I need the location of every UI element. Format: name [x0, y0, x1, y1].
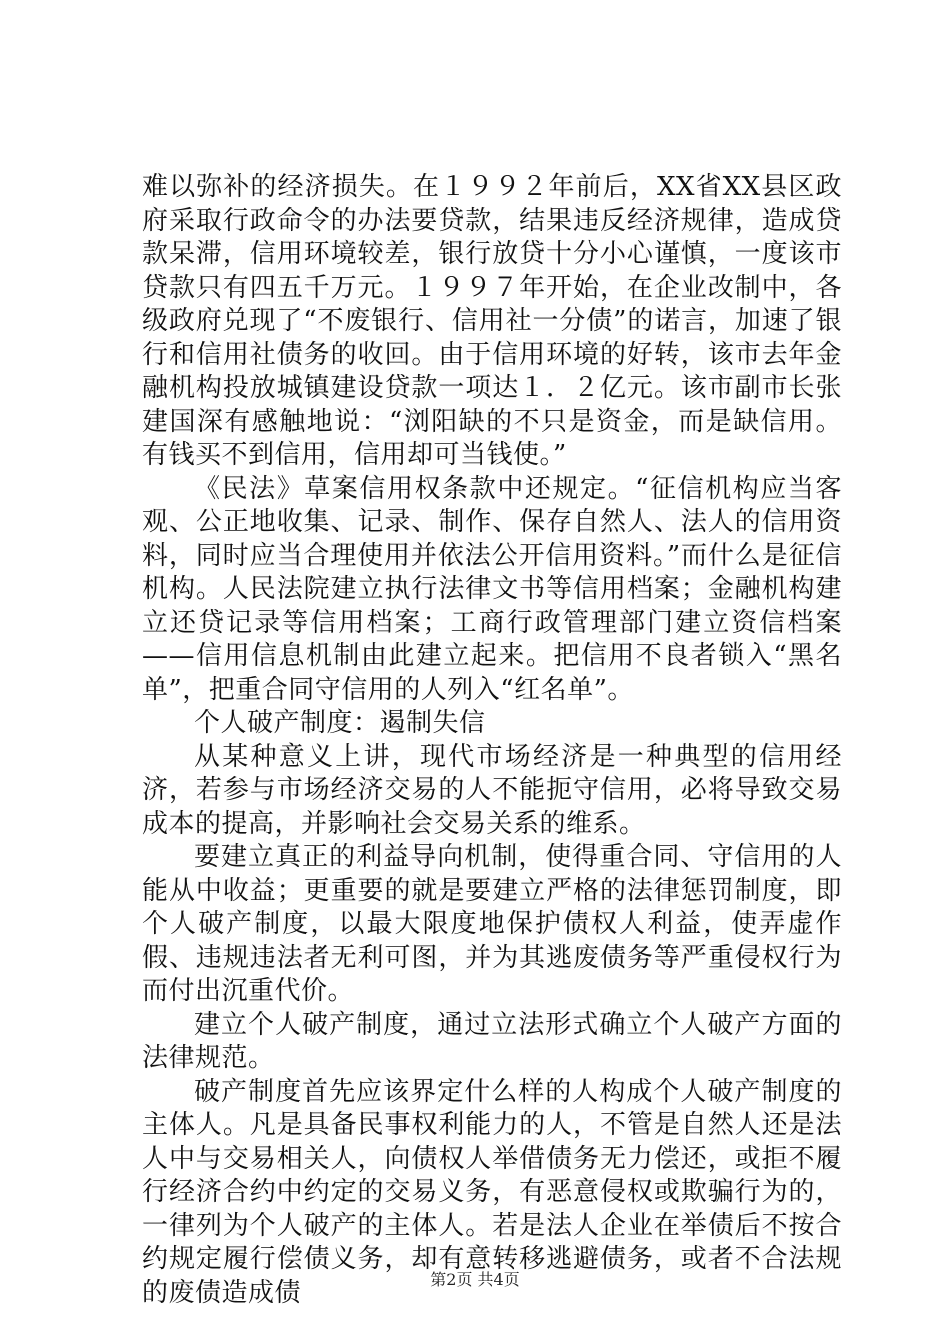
paragraph-6: 破产制度首先应该界定什么样的人构成个人破产制度的主体人。凡是具备民事权利能力的人，不管是自然人还是法人中与交易相关人，向债权人举借债务无力偿还，或拒不履行经济合约中约定的交易义务，有恶意侵权或欺骗行为的，一律列为个人破产的主体人。若是法人企业在举债后不按合约规定履行偿债义务，却有意转移逃避债务，或者不合法规的废债造成债: [142, 1076, 842, 1308]
paragraph-4: 要建立真正的利益导向机制，使得重合同、守信用的人能从中收益；更重要的就是要建立严格的法律惩罚制度，即个人破产制度，以最大限度地保护债权人利益，使弄虚作假、违规违法者无利可图，并为其逃废债务等严重侵权行为而付出沉重代价。: [142, 842, 842, 1006]
document-body: [142, 171, 842, 1310]
section-heading: 个人破产制度：遏制失信: [194, 708, 486, 738]
paragraph-2: 《民法》草案信用权条款中还规定。“征信机构应当客观、公正地收集、记录、制作、保存自然人、法人的信用资料，同时应当合理使用并依法公开信用资料。”而什么是征信机构。人民法院建立执行法律文书等信用档案；金融机构建立还贷记录等信用档案；工商行政管理部门建立资信档案——信用信息机制由此建立起来。把信用不良者锁入“黑名单”，把重合同守信用的人列入“红名单”。: [142, 473, 842, 705]
paragraph-1: 难以弥补的经济损失。在１９９２年前后，XX省XX县区政府采取行政命令的办法要贷款，结果违反经济规律，造成贷款呆滞，信用环境较差，银行放贷十分小心谨慎，一度该市贷款只有四五千万元。１９９７年开始，在企业改制中，各级政府兑现了“不废银行、信用社一分债”的诺言，加速了银行和信用社债务的收回。由于信用环境的好转，该市去年金融机构投放城镇建设贷款一项达１．２亿元。该市副市长张建国深有感触地说：“浏阳缺的不只是资金，而是缺信用。有钱买不到信用，信用却可当钱使。”: [142, 172, 842, 470]
paragraph-3: 从某种意义上讲，现代市场经济是一种典型的信用经济，若参与市场经济交易的人不能扼守信用，必将导致交易成本的提高，并影响社会交易关系的维系。: [142, 741, 842, 839]
page-number-footer: 第2页 共4页: [430, 1270, 520, 1289]
paragraph-5: 建立个人破产制度，通过立法形式确立个人破产方面的法律规范。: [142, 1009, 842, 1073]
